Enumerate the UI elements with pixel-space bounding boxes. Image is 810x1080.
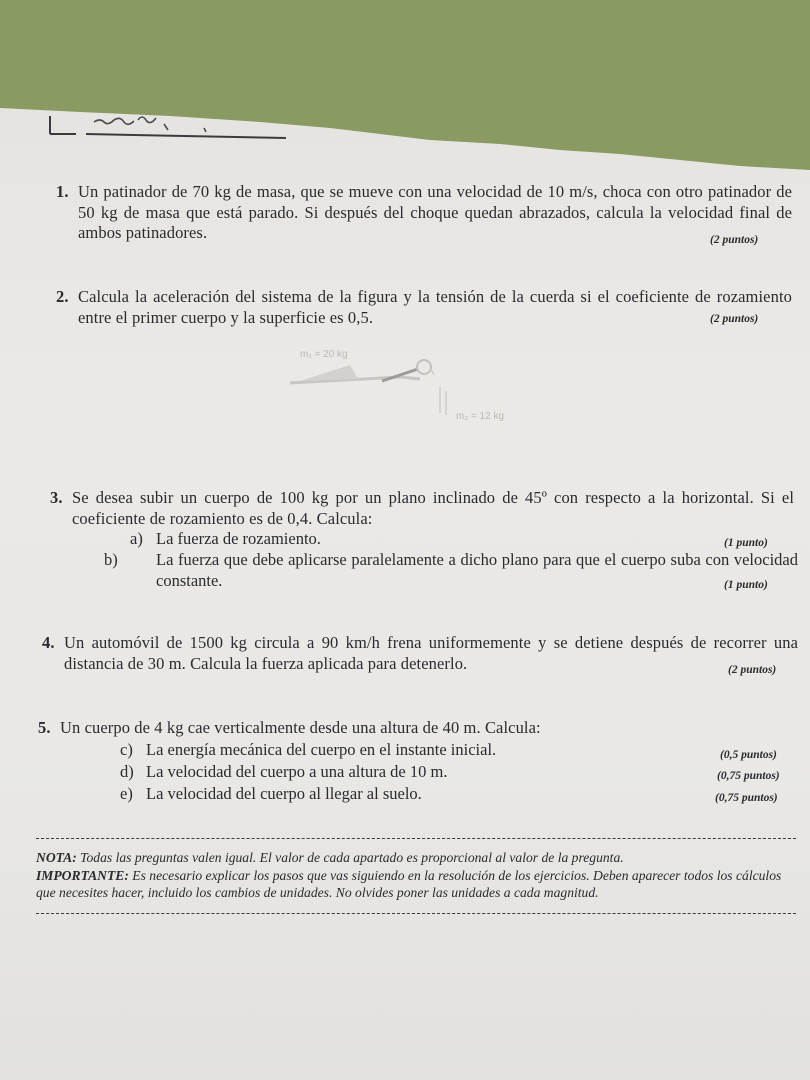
subquestion-letter: e) xyxy=(120,784,133,803)
subquestion-letter: b) xyxy=(104,550,118,569)
question-text: Un cuerpo de 4 kg cae verticalmente desde una altura de 40 m. Calcula: xyxy=(60,718,541,737)
subquestion-b xyxy=(104,550,798,591)
subquestion-text: La velocidad del cuerpo al llegar al suelo. xyxy=(146,784,422,803)
subquestion-letter: d) xyxy=(120,762,134,781)
mass1-label: m₁ = 20 kg xyxy=(300,349,348,360)
question-5 xyxy=(38,718,780,739)
importante-label: IMPORTANTE: xyxy=(36,867,129,883)
points-label: (0,5 puntos) xyxy=(720,749,777,761)
subquestion-letter: a) xyxy=(130,529,143,548)
pulley-system-figure xyxy=(280,335,540,435)
points-label: (0,75 puntos) xyxy=(715,792,778,804)
question-number: 4. xyxy=(42,633,55,652)
subquestion-letter: c) xyxy=(120,740,133,759)
subquestion-c xyxy=(120,740,680,761)
question-2 xyxy=(56,287,792,328)
note-text xyxy=(36,849,802,902)
subquestion-text: La fuerza que debe aplicarse paralelamente a dicho plano para que el cuerpo suba con velocidad constante. xyxy=(156,550,798,590)
subquestion-text: La velocidad del cuerpo a una altura de 10 m. xyxy=(146,762,448,781)
question-text: Se desea subir un cuerpo de 100 kg por un plano inclinado de 45º con respecto a la horizontal. Si el coeficiente de rozamiento es de 0,4. Calcula: xyxy=(72,488,794,528)
question-4 xyxy=(42,633,798,674)
question-number: 1. xyxy=(56,182,69,201)
points-label: (1 punto) xyxy=(724,537,768,549)
question-number: 2. xyxy=(56,287,69,306)
mass2-label: m₂ = 12 kg xyxy=(456,411,505,422)
points-label: (1 punto) xyxy=(724,579,768,591)
handwritten-header-fragment xyxy=(46,108,286,144)
question-text: Calcula la aceleración del sistema de la figura y la tensión de la cuerda si el coeficiente de rozamiento entre el primer cuerpo y la superficie es 0,5. xyxy=(78,287,792,327)
subquestion-text: La fuerza de rozamiento. xyxy=(156,529,321,548)
question-1 xyxy=(56,182,792,244)
subquestion-text: La energía mecánica del cuerpo en el instante inicial. xyxy=(146,740,497,759)
points-label: (2 puntos) xyxy=(710,234,759,246)
nota-label: NOTA: xyxy=(36,850,77,865)
points-label: (2 puntos) xyxy=(710,313,759,325)
points-label: (0,75 puntos) xyxy=(717,770,780,782)
question-text: Un patinador de 70 kg de masa, que se mueve con una velocidad de 10 m/s, choca con otro patinador de 50 kg de masa que está parado. Si después del choque quedan abrazados, calcula la velocidad final de ambos patinadores. xyxy=(78,182,792,242)
nota-body: Todas las preguntas valen igual. El valor de cada apartado es proporcional al valor de la pregunta. xyxy=(76,850,624,865)
importante-body: Es necesario explicar los pasos que vas siguiendo en la resolución de los ejercicios. Deben aparecer todos los cálculos que necesites hacer, incluido los cambios de unidades. No olvides poner las unidades a cada magnitud. xyxy=(36,867,782,901)
subquestion-d xyxy=(120,762,680,783)
question-text: Un automóvil de 1500 kg circula a 90 km/h frena uniformemente y se detiene después de recorrer una distancia de 30 m. Calcula la fuerza aplicada para detenerlo. xyxy=(64,633,798,673)
question-number: 3. xyxy=(50,488,63,507)
question-3 xyxy=(50,488,794,529)
points-label: (2 puntos) xyxy=(728,664,777,676)
dashed-divider-top xyxy=(36,838,796,839)
dashed-divider-bottom xyxy=(36,913,796,914)
subquestion-a xyxy=(130,529,690,550)
subquestion-e xyxy=(120,784,680,805)
question-number: 5. xyxy=(38,718,51,737)
